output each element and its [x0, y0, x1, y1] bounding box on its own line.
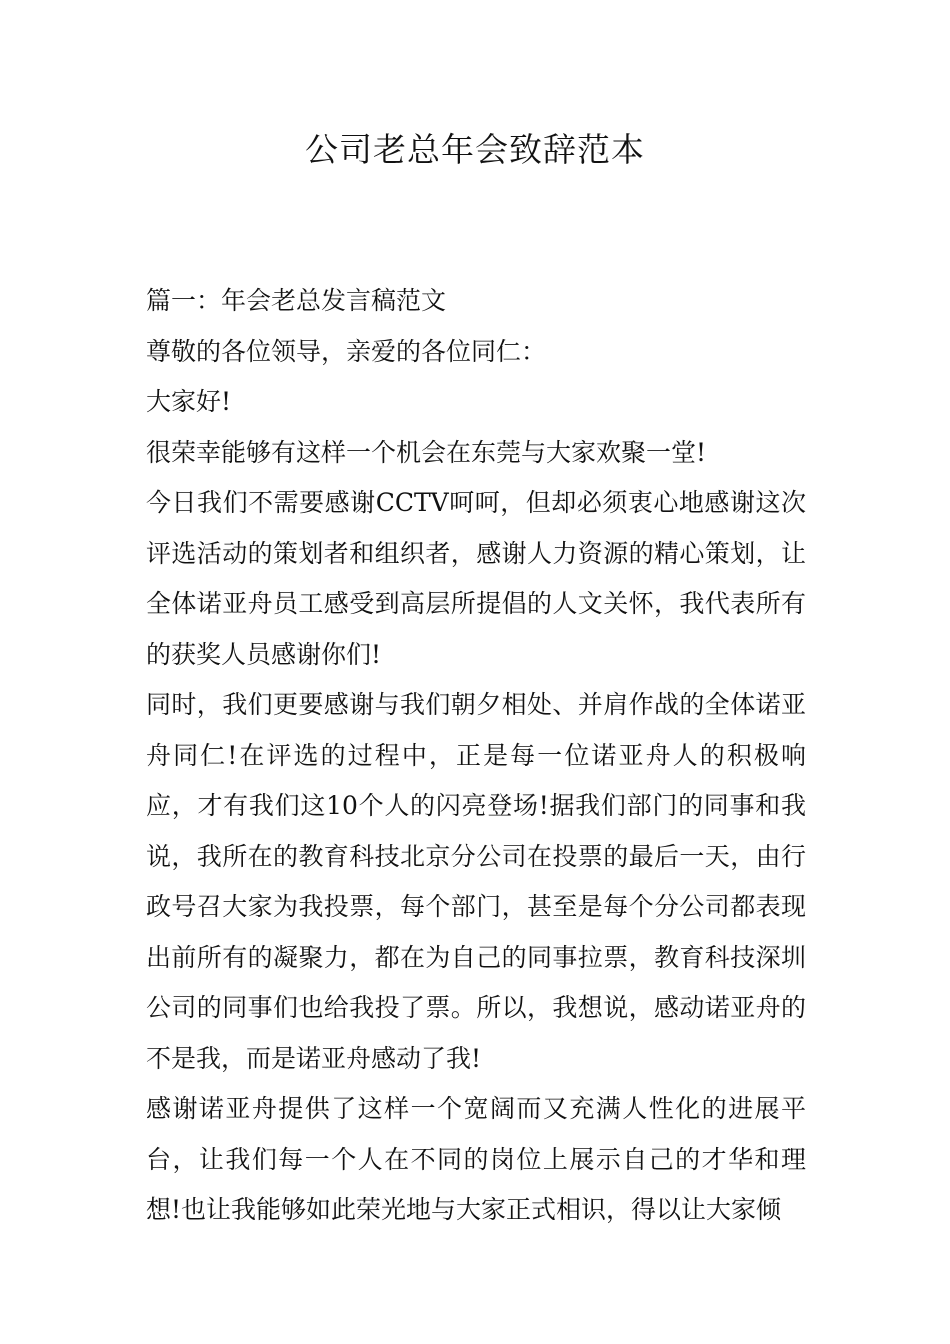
paragraph: 很荣幸能够有这样一个机会在东莞与大家欢聚一堂! [146, 437, 707, 467]
paragraph-heading: 篇一：年会老总发言稿范文 [146, 286, 447, 315]
paragraph: 同时，我们更要感谢与我们朝夕相处、并肩作战的全体诺亚舟同仁!在评选的过程中，正是每一位诺亚舟人的积极响应，才有我们这10个人的闪亮登场!据我们部门的同事和我说，我所在的教育科技北京分公司在投票的最后一天，由行政号召大家为我投票，每个部门，甚至是每个分公司都表现出前所有的凝聚力，都在为自己的同事拉票，教育科技深圳公司的同事们也给我投了票。所以，我想说，感动诺亚舟的不是我，而是诺亚舟感动了我! [146, 690, 806, 1073]
paragraph: 今日我们不需要感谢CCTV呵呵，但却必须衷心地感谢这次评选活动的策划者和组织者，感谢人力资源的精心策划，让全体诺亚舟员工感受到高层所提倡的人文关怀，我代表所有的获奖人员感谢你们! [146, 488, 806, 669]
paragraph-salutation: 尊敬的各位领导，亲爱的各位同仁： [146, 336, 547, 366]
document-body [146, 276, 806, 1236]
document-title: 公司老总年会致辞范本 [305, 130, 645, 169]
paragraph: 感谢诺亚舟提供了这样一个宽阔而又充满人性化的进展平台，让我们每一个人在不同的岗位上展示自己的才华和理想!也让我能够如此荣光地与大家正式相识，得以让大家倾 [146, 1094, 806, 1224]
paragraph-greeting: 大家好! [146, 387, 232, 416]
